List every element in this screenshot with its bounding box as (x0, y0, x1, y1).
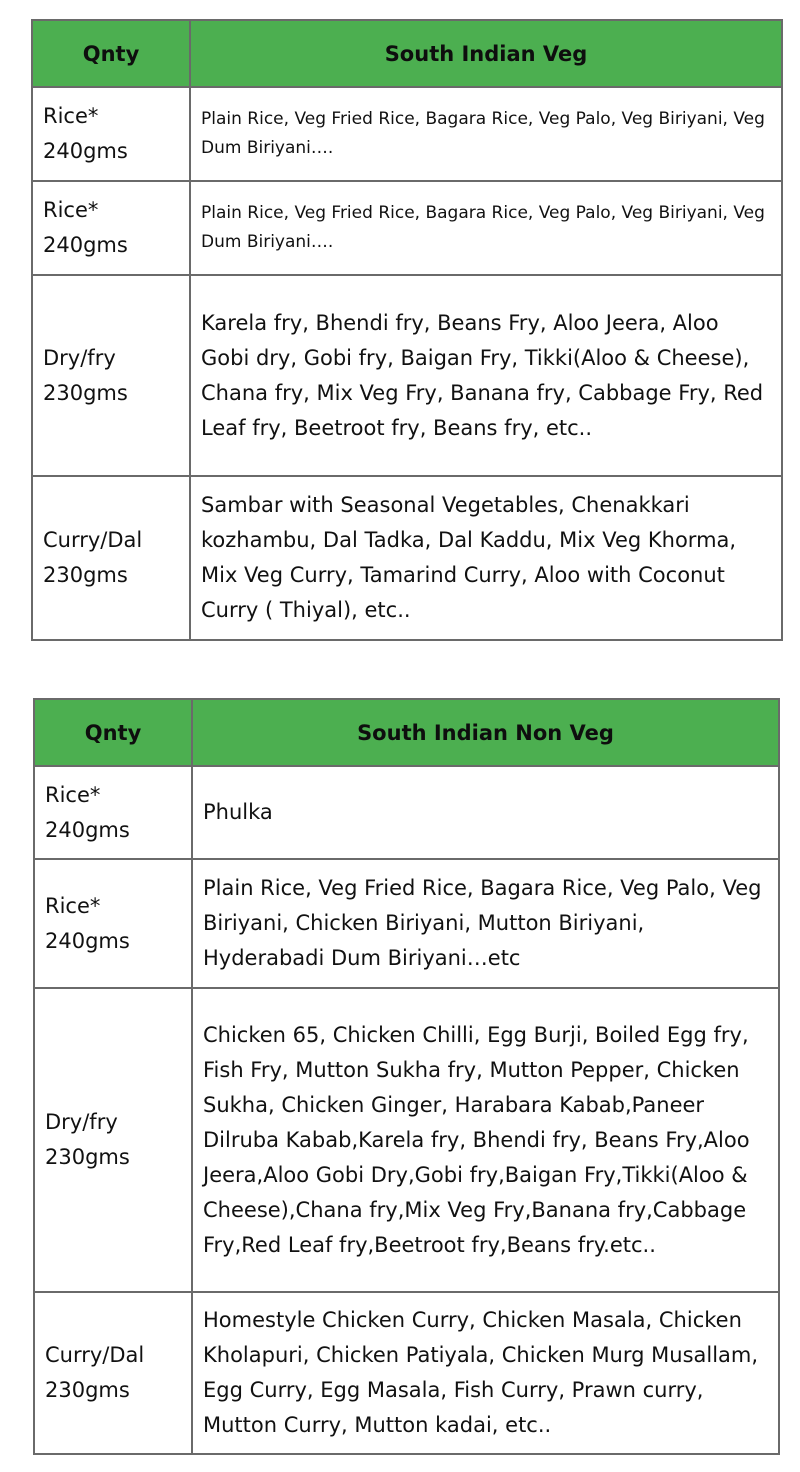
qty-weight: 240gms (45, 928, 130, 953)
qty-weight: 240gms (43, 139, 128, 163)
items-cell: Chicken 65, Chicken Chilli, Egg Burji, Boiled Egg fry, Fish Fry, Mutton Sukha fry, Mutton Pepper, Chicken Sukha, Chicken Ginger, Harabara Kabab,Paneer Dilruba Kabab,Karela fry, Bhendi fry, Beans Fry,Aloo Jeera,Aloo Gobi Dry,Gobi fry,Baigan Fry,Tikki(Aloo & Cheese),Chana fry,Mix Veg Fry,Banana fry,Cabbage Fry,Red Leaf fry,Beetroot fry,Beans fry.etc.. (192, 988, 779, 1292)
qty-label: Curry/Dal (43, 528, 143, 552)
qty-cell (34, 1292, 192, 1454)
qty-label: Dry/fry (45, 1110, 118, 1134)
qty-label: Dry/fry (43, 345, 116, 370)
table-header-row (32, 20, 782, 87)
qty-cell (34, 766, 192, 859)
qty-header: Qnty (34, 699, 192, 766)
qty-label: Rice* (43, 198, 99, 222)
items-cell: Karela fry, Bhendi fry, Beans Fry, Aloo Jeera, Aloo Gobi dry, Gobi fry, Baigan Fry, Tikki(Aloo & Cheese), Chana fry, Mix Veg Fry, Banana fry, Cabbage Fry, Red Leaf fry, Beetroot fry, Beans fry, etc.. (190, 275, 782, 476)
veg-menu-table (31, 19, 783, 641)
qty-label: Rice* (45, 893, 101, 918)
table-title: South Indian Veg (190, 20, 782, 87)
qty-cell (32, 275, 190, 476)
table-row (32, 181, 782, 275)
qty-header: Qnty (32, 20, 190, 87)
items-cell: Plain Rice, Veg Fried Rice, Bagara Rice, Veg Palo, Veg Biriyani, Veg Dum Biriyani…. (190, 87, 782, 181)
qty-weight: 230gms (43, 380, 128, 405)
qty-weight: 240gms (43, 233, 128, 257)
nonveg-menu-table (33, 698, 780, 1455)
qty-weight: 240gms (45, 817, 130, 842)
qty-cell (32, 476, 190, 640)
qty-weight: 230gms (45, 1145, 130, 1169)
qty-cell (34, 859, 192, 988)
items-cell: Plain Rice, Veg Fried Rice, Bagara Rice, Veg Palo, Veg Biriyani, Veg Dum Biriyani…. (190, 181, 782, 275)
items-cell: Homestyle Chicken Curry, Chicken Masala, Chicken Kholapuri, Chicken Patiyala, Chicken Murg Musallam, Egg Curry, Egg Masala, Fish Curry, Prawn curry, Mutton Curry, Mutton kadai, etc.. (192, 1292, 779, 1454)
qty-weight: 230gms (45, 1378, 130, 1402)
qty-cell (34, 988, 192, 1292)
table-row (32, 275, 782, 476)
table-row (34, 988, 779, 1292)
table-row (32, 87, 782, 181)
table-row (34, 859, 779, 988)
table-row (34, 1292, 779, 1454)
qty-cell (32, 181, 190, 275)
items-cell: Sambar with Seasonal Vegetables, Chenakkari kozhambu, Dal Tadka, Dal Kaddu, Mix Veg Khorma, Mix Veg Curry, Tamarind Curry, Aloo with Coconut Curry ( Thiyal), etc.. (190, 476, 782, 640)
table-row (34, 766, 779, 859)
qty-label: Rice* (45, 782, 101, 807)
items-cell: Phulka (192, 766, 779, 859)
table-header-row (34, 699, 779, 766)
table-row (32, 476, 782, 640)
qty-cell (32, 87, 190, 181)
table-title: South Indian Non Veg (192, 699, 779, 766)
qty-label: Curry/Dal (45, 1343, 145, 1367)
qty-label: Rice* (43, 104, 99, 128)
qty-weight: 230gms (43, 563, 128, 587)
items-cell: Plain Rice, Veg Fried Rice, Bagara Rice, Veg Palo, Veg Biriyani, Chicken Biriyani, Mutton Biriyani, Hyderabadi Dum Biriyani…etc (192, 859, 779, 988)
